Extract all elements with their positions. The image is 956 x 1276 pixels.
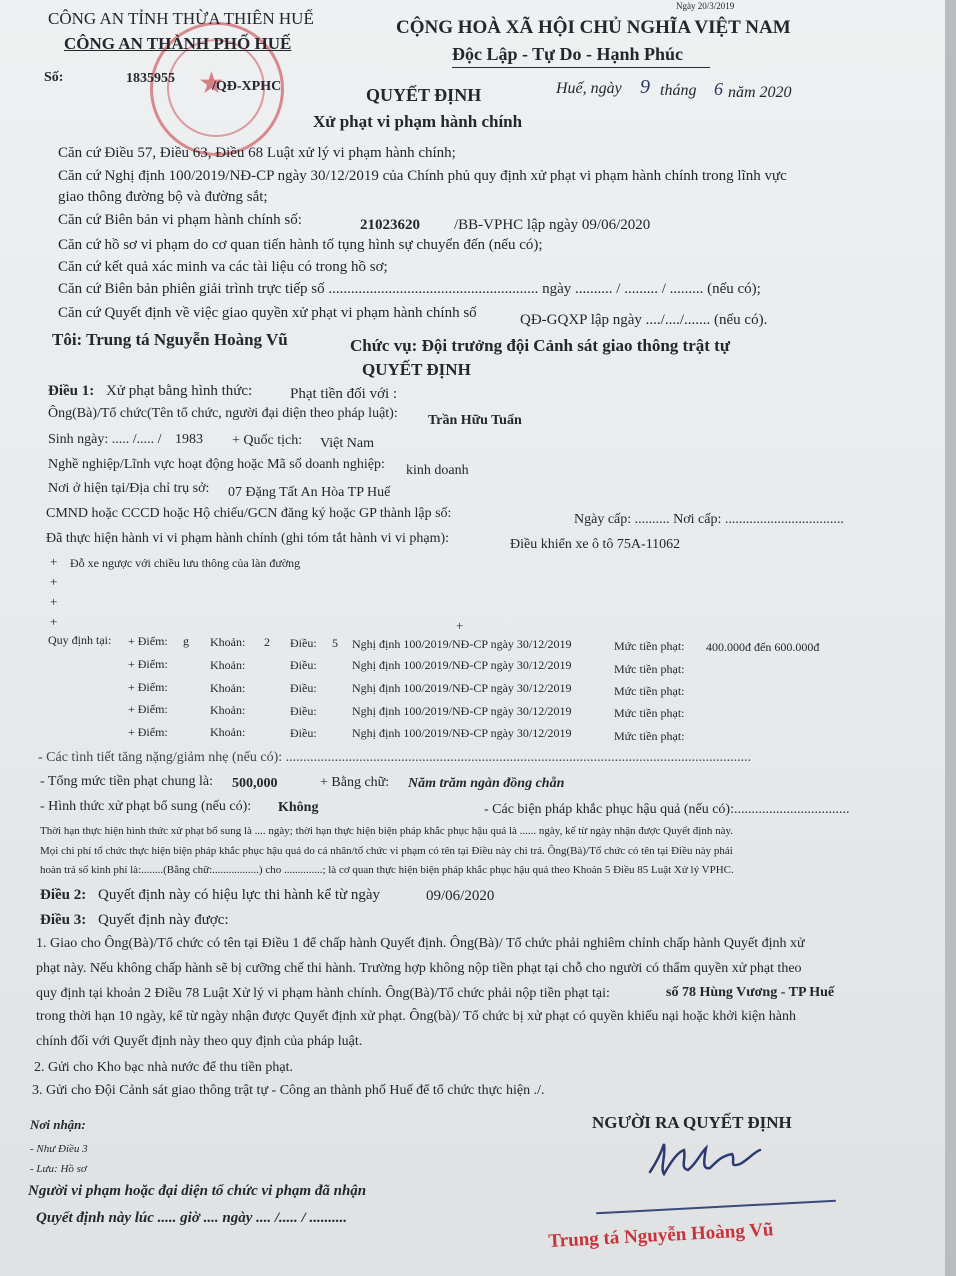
dieu3-line-6: 2. Gửi cho Kho bạc nhà nước để thu tiền phạt. xyxy=(34,1060,293,1075)
sinh-nam: 1983 xyxy=(175,432,203,447)
can-cu-3: giao thông đường bộ và đường sắt; xyxy=(58,189,268,205)
rule-khoan-label: Khoản: xyxy=(210,681,246,695)
small-text-1: Thời hạn thực hiện hình thức xử phạt bổ sung là .... ngày; thời hạn thực hiện biện pháp khắc phục hậu quả là ...... ngày, kể từ ngày nhận được Quyết định này. xyxy=(40,825,733,837)
page-edge xyxy=(945,0,956,1276)
hanh-vi-item-1: Đỗ xe ngược với chiều lưu thông của làn đường xyxy=(70,556,301,570)
rule-muc-label: Mức tiền phạt: xyxy=(614,662,685,676)
rule-khoan-label: Khoản: xyxy=(210,703,246,717)
can-cu-6: Căn cứ kết quả xác minh va các tài liệu có trong hồ sơ; xyxy=(58,259,388,275)
rule-khoan-label: Khoản: xyxy=(210,658,246,672)
rule-nghi-dinh: Nghị định 100/2019/NĐ-CP ngày 30/12/2019 xyxy=(352,637,572,651)
bang-chu-value: Năm trăm ngàn đồng chẵn xyxy=(408,776,565,791)
officer-position: Chức vụ: Đội trưởng đội Cảnh sát giao thông trật tự xyxy=(350,336,731,355)
noi-nop-tien: số 78 Hùng Vương - TP Huế xyxy=(666,985,835,1000)
dieu3-label: Điều 3: xyxy=(40,912,87,928)
dieu2-label: Điều 2: xyxy=(40,887,87,903)
nguoi-vi-pham-line-2: Quyết định này lúc ..... giờ .... ngày .... /..... / .......... xyxy=(36,1210,347,1226)
can-cu-8-label: Căn cứ Quyết định về việc giao quyền xử phạt vi phạm hành chính số xyxy=(58,305,477,321)
rule-diem-label: + Điểm: xyxy=(128,702,168,716)
noi-o-value: 07 Đặng Tất An Hòa TP Huế xyxy=(228,485,391,500)
rule-diem-label: + Điểm: xyxy=(128,725,168,739)
tong-value: 500,000 xyxy=(232,776,278,791)
month-label: tháng xyxy=(660,82,697,99)
so-suffix: /QĐ-XPHC xyxy=(212,79,282,94)
rule-muc-label: Mức tiền phạt: xyxy=(614,729,685,743)
date-day: 9 xyxy=(640,76,650,98)
nghe-nghiep-label: Nghề nghiệp/Lĩnh vực hoạt động hoặc Mã số doanh nghiệp: xyxy=(48,457,385,472)
rule-diem-label: + Điểm: xyxy=(128,680,168,694)
quoc-tich-label: + Quốc tịch: xyxy=(232,433,303,448)
dieu3-line-4: trong thời hạn 10 ngày, kể từ ngày nhận được Quyết định xử phạt. Ông(bà)/ Tổ chức bị xử phạt có quyền khiếu nại hoặc khởi kiện hành xyxy=(36,1009,796,1024)
dieu1-phat-tien: Phạt tiền đối với : xyxy=(290,386,398,402)
dieu3-line-1: 1. Giao cho Ông(Bà)/Tổ chức có tên tại Điều 1 để chấp hành Quyết định. Ông(Bà)/ Tổ chức phải nghiêm chỉnh chấp hành Quyết định xử xyxy=(36,936,805,951)
rule-dieu-label: Điều: xyxy=(290,681,317,695)
hanh-vi-bullet-4: + xyxy=(50,614,58,629)
small-text-2: Mọi chi phí tổ chức thực hiện biện pháp khắc phục hậu quả do cá nhân/tổ chức vi phạm có tên tại Điều này chi trả. Ông(Bà)/Tổ chức có tên tại Điều này phải xyxy=(40,845,733,857)
rule-muc-label: Mức tiền phạt: xyxy=(614,706,685,720)
noi-o-label: Nơi ở hiện tại/Địa chỉ trụ sở: xyxy=(48,481,210,496)
place-date-prefix: Huế, ngày xyxy=(556,80,622,97)
date-month: 6 xyxy=(714,79,723,99)
hanh-vi-value: Điều khiển xe ô tô 75A-11062 xyxy=(510,537,681,552)
officer-name: Tôi: Trung tá Nguyễn Hoàng Vũ xyxy=(52,330,288,349)
so-value: 1835955 xyxy=(126,71,175,86)
quy-dinh-label: Quy định tại: xyxy=(48,633,112,647)
can-cu-4-label: Căn cứ Biên bản vi phạm hành chính số: xyxy=(58,212,302,228)
nguoi-vi-pham-line-1: Người vi phạm hoặc đại diện tổ chức vi phạm đã nhận xyxy=(28,1183,367,1199)
quoc-tich-value: Việt Nam xyxy=(320,436,374,451)
rule-muc-label: Mức tiền phạt: xyxy=(614,639,685,653)
doc-subtitle: Xử phạt vi phạm hành chính xyxy=(313,112,523,131)
country-name: CỘNG HOÀ XÃ HỘI CHỦ NGHĨA VIỆT NAM xyxy=(396,17,791,38)
rule-dieu-label: Điều: xyxy=(290,704,317,718)
bien-ban-number: 21023620 xyxy=(360,217,420,233)
dieu1-hinh-thuc: Xử phạt bằng hình thức: xyxy=(106,383,253,399)
so-label: Số: xyxy=(44,70,64,85)
dieu2-date: 09/06/2020 xyxy=(426,888,495,904)
rule-diem-label: + Điểm: xyxy=(128,657,168,671)
can-cu-5: Căn cứ hồ sơ vi phạm do cơ quan tiến hành tố tụng hình sự chuyển đến (nếu có); xyxy=(58,237,543,253)
rule-nghi-dinh: Nghị định 100/2019/NĐ-CP ngày 30/12/2019 xyxy=(352,658,572,672)
can-cu-8-tail: QĐ-GQXP lập ngày ..../..../....... (nếu có). xyxy=(520,312,768,328)
corner-note: Ngày 20/3/2019 xyxy=(676,1,735,11)
dieu3-text: Quyết định này được: xyxy=(98,912,229,928)
rule-nghi-dinh: Nghị định 100/2019/NĐ-CP ngày 30/12/2019 xyxy=(352,704,572,718)
can-cu-1: Căn cứ Điều 57, Điều 63, Điều 68 Luật xử lý vi phạm hành chính; xyxy=(58,145,456,161)
motto-underline xyxy=(452,67,710,68)
can-cu-7: Căn cứ Biên bản phiên giải trình trực tiếp số ........................................................ ngày .......... / ......... / ......... (nếu có); xyxy=(58,281,761,297)
dieu3-line-2: phạt này. Nếu không chấp hành sẽ bị cưỡng chế thi hành. Trường hợp không nộp tiền phạt tại chỗ cho người có thẩm quyền xử phạt theo xyxy=(36,961,802,976)
rule-dieu-label: Điều: xyxy=(290,726,317,740)
rule-dieu: 5 xyxy=(332,636,338,650)
hanh-vi-bullet-3: + xyxy=(50,594,58,609)
rule-dieu-label: Điều: xyxy=(290,658,317,672)
quyet-dinh-heading: QUYẾT ĐỊNH xyxy=(362,360,471,379)
dieu3-line-7: 3. Gửi cho Đội Cảnh sát giao thông trật tự - Công an thành phố Huế để tổ chức thực hiện ./. xyxy=(32,1083,545,1098)
rule-nghi-dinh: Nghị định 100/2019/NĐ-CP ngày 30/12/2019 xyxy=(352,726,572,740)
bo-sung-value: Không xyxy=(278,800,319,815)
doc-title: QUYẾT ĐỊNH xyxy=(366,85,482,105)
date-year: năm 2020 xyxy=(728,84,792,101)
seal-star-icon: ★ xyxy=(198,67,225,100)
ngay-cap-noi-cap: Ngày cấp: .......... Nơi cấp: .................................. xyxy=(574,512,844,527)
noi-nhan-1: - Như Điều 3 xyxy=(30,1143,88,1155)
noi-nhan-2: - Lưu: Hồ sơ xyxy=(30,1163,87,1175)
can-cu-2: Căn cứ Nghị định 100/2019/NĐ-CP ngày 30/12/2019 của Chính phủ quy định xử phạt vi phạm hành chính trong lĩnh vực xyxy=(58,168,787,184)
rule-nghi-dinh: Nghị định 100/2019/NĐ-CP ngày 30/12/2019 xyxy=(352,681,572,695)
hanh-vi-bullet-1: + xyxy=(50,554,58,569)
tinh-tiet: - Các tình tiết tăng nặng/giảm nhẹ (nếu có): ..................................................................................................................................... xyxy=(38,750,752,765)
rule-muc: 400.000đ đến 600.000đ xyxy=(706,640,820,654)
nguoi-ra-quyet-dinh: NGƯỜI RA QUYẾT ĐỊNH xyxy=(592,1113,792,1132)
rule-diem: g xyxy=(183,634,189,648)
bang-chu-label: + Bằng chữ: xyxy=(320,775,390,790)
dieu3-line-5: chính đối với Quyết định này theo quy định của pháp luật. xyxy=(36,1034,363,1049)
rule-khoan-label: Khoản: xyxy=(210,725,246,739)
signature xyxy=(640,1130,780,1190)
bien-ban-date: /BB-VPHC lập ngày 09/06/2020 xyxy=(454,217,651,233)
org-line-2: CÔNG AN THÀNH PHỐ HUẾ xyxy=(64,34,292,53)
rule-khoan: 2 xyxy=(264,635,270,649)
rule-khoan-label: Khoản: xyxy=(210,635,246,649)
signature-underline xyxy=(596,1200,836,1215)
rule-muc-label: Mức tiền phạt: xyxy=(614,684,685,698)
hanh-vi-label: Đã thực hiện hành vi vi phạm hành chính (ghi tóm tắt hành vi vi phạm): xyxy=(46,531,450,546)
ong-ba-label: Ông(Bà)/Tổ chức(Tên tổ chức, người đại diện theo pháp luật): xyxy=(48,406,398,421)
signer-name: Trung tá Nguyễn Hoàng Vũ xyxy=(547,1219,774,1252)
khac-phuc: - Các biện pháp khắc phục hậu quả (nếu có):................................. xyxy=(484,802,850,817)
dieu3-line-3: quy định tại khoản 2 Điều 78 Luật Xử lý vi phạm hành chính. Ông(Bà)/Tổ chức phải nộp tiền phạt tại: xyxy=(36,986,610,1001)
dieu2-text: Quyết định này có hiệu lực thi hành kể từ ngày xyxy=(98,887,381,903)
hanh-vi-bullet-5: + xyxy=(456,618,464,633)
bo-sung-label: - Hình thức xử phạt bổ sung (nếu có): xyxy=(40,799,252,814)
cmnd-label: CMND hoặc CCCD hoặc Hộ chiếu/GCN đăng ký hoặc GP thành lập số: xyxy=(46,506,452,521)
tong-label: - Tổng mức tiền phạt chung là: xyxy=(40,774,213,789)
rule-dieu-label: Điều: xyxy=(290,636,317,650)
dieu1-label: Điều 1: xyxy=(48,383,95,399)
org-line-1: CÔNG AN TỈNH THỪA THIÊN HUẾ xyxy=(48,9,314,28)
noi-nhan-label: Nơi nhận: xyxy=(30,1117,86,1132)
ong-ba-value: Trần Hữu Tuấn xyxy=(428,413,522,428)
small-text-3: hoàn trả số kinh phí là:........(Bằng chữ:.................) cho ..............; là cơ quan thực hiện biện pháp khắc phục hậu quả theo Khoản 5 Điều 85 Luật Xử lý VPHC. xyxy=(40,864,734,876)
motto: Độc Lập - Tự Do - Hạnh Phúc xyxy=(452,44,684,64)
nghe-nghiep-value: kinh doanh xyxy=(406,463,469,478)
sinh-ngay-label: Sinh ngày: ..... /..... / xyxy=(48,432,162,447)
rule-diem-label: + Điểm: xyxy=(128,634,168,648)
hanh-vi-bullet-2: + xyxy=(50,574,58,589)
